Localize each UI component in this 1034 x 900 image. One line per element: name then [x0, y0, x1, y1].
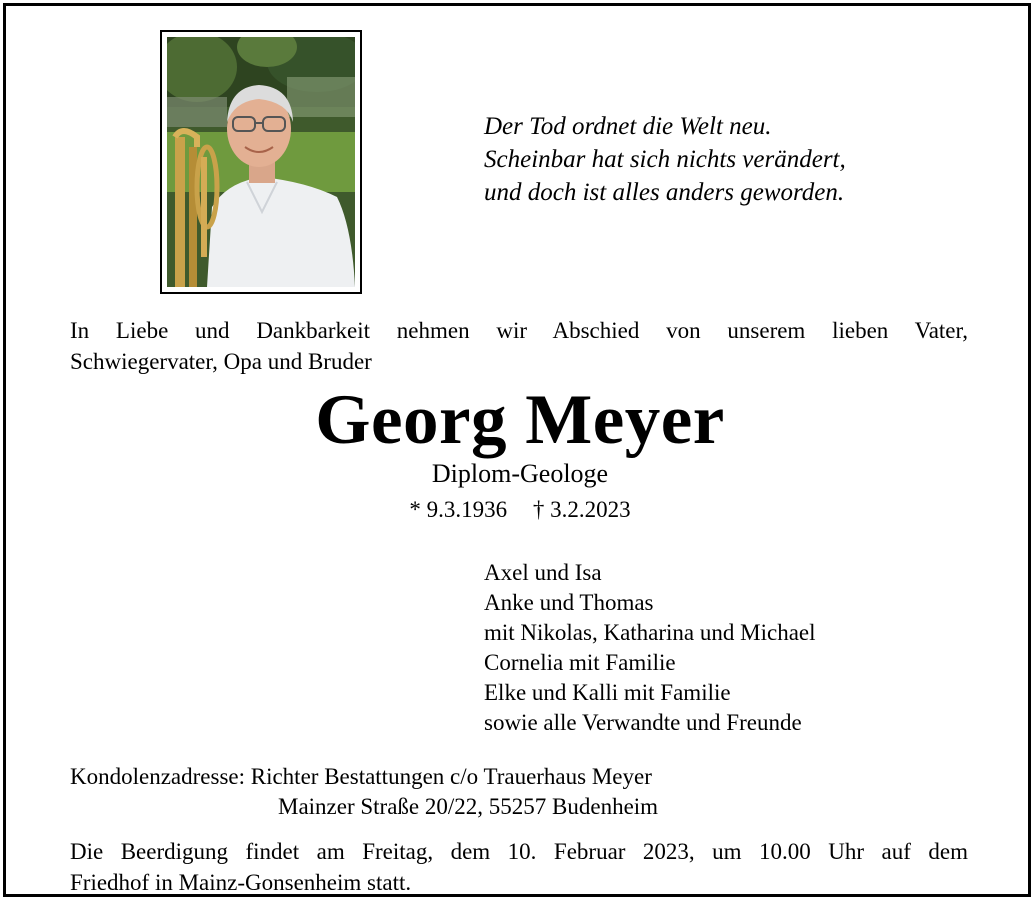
portrait-photo	[160, 30, 362, 294]
intro-line: Schwiegervater, Opa und Bruder	[70, 349, 372, 374]
intro-line: In Liebe und Dankbarkeit nehmen wir Abschied von unserem lieben Vater,	[70, 318, 968, 343]
deceased-name: Georg Meyer	[315, 381, 725, 459]
condolence-street: Mainzer Straße 20/22, 55257 Budenheim	[278, 794, 659, 819]
funeral-info	[70, 836, 968, 898]
mourner-line: sowie alle Verwandte und Freunde	[484, 710, 802, 735]
mourner-line: Axel und Isa	[484, 560, 602, 585]
obituary-notice	[3, 3, 1031, 897]
funeral-line: Die Beerdigung findet am Freitag, dem 10. Februar 2023, um 10.00 Uhr auf dem	[70, 839, 968, 864]
birth-date: * 9.3.1936	[409, 497, 508, 522]
quote-block	[484, 110, 1004, 209]
deceased-title: Diplom-Geologe	[431, 459, 609, 488]
mourner-line: Elke und Kalli mit Familie	[484, 680, 731, 705]
mourners-list	[484, 558, 1004, 738]
death-date: † 3.2.2023	[532, 497, 631, 522]
intro-text	[70, 315, 968, 377]
condolence-address	[70, 762, 970, 822]
funeral-line: Friedhof in Mainz-Gonsenheim statt.	[70, 870, 412, 895]
mourner-line: mit Nikolas, Katharina und Michael	[484, 620, 816, 645]
mourner-line: Cornelia mit Familie	[484, 650, 676, 675]
quote-line: und doch ist alles anders geworden.	[484, 179, 845, 206]
condolence-line: Kondolenzadresse: Richter Bestattungen c/o Trauerhaus Meyer	[70, 764, 652, 789]
life-dates	[6, 495, 1034, 525]
quote-line: Der Tod ordnet die Welt neu.	[484, 113, 772, 140]
mourner-line: Anke und Thomas	[484, 590, 654, 615]
portrait-image	[167, 37, 355, 287]
quote-line: Scheinbar hat sich nichts verändert,	[484, 146, 846, 173]
